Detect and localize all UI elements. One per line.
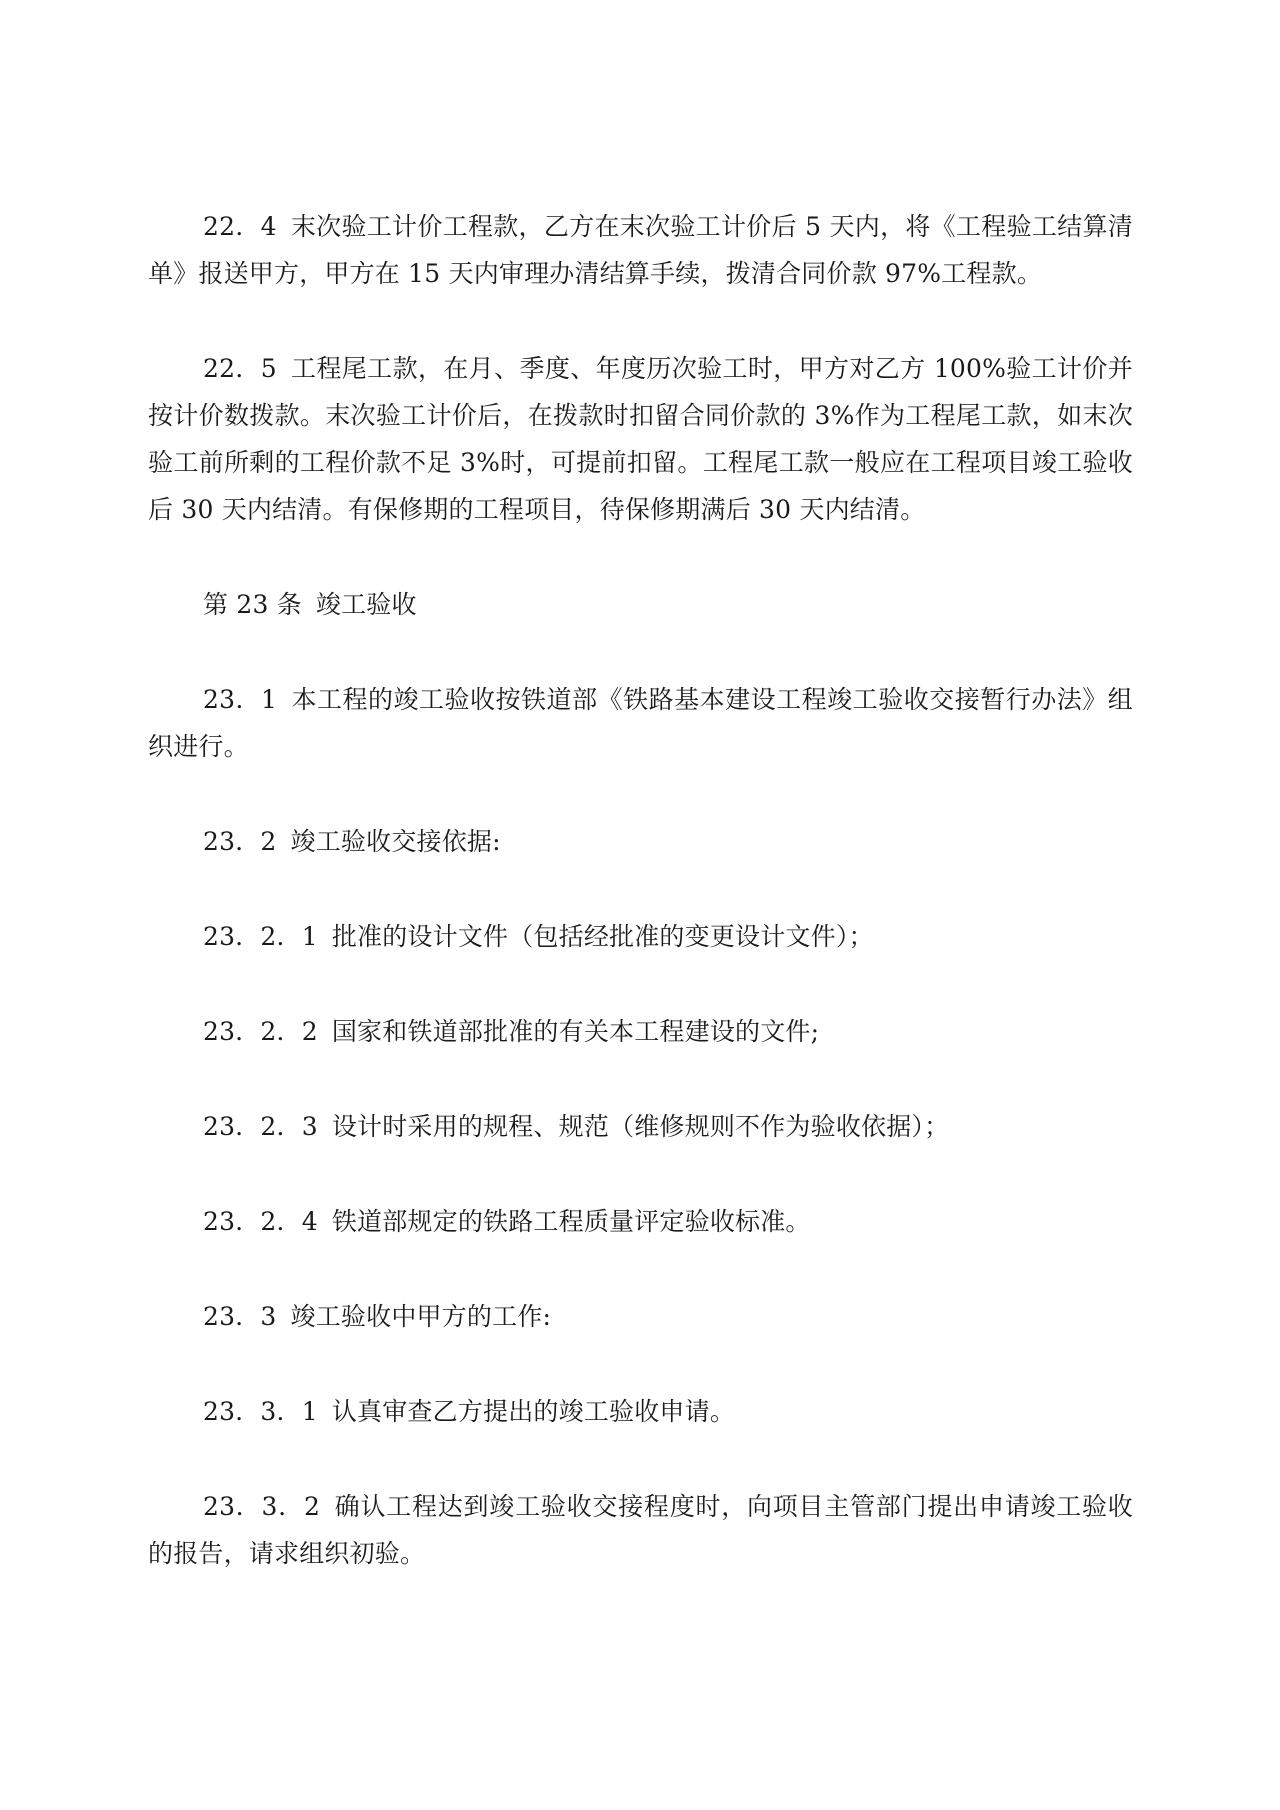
article-23-heading [148,581,1133,628]
clause-text: 末次验工计价工程款，乙方在末次验工计价后 5 天内，将《工程验工结算清单》报送甲方，甲方在 15 天内审理办清结算手续，拨清合同价款 97%工程款。 [148,212,1133,288]
clause-text: 本工程的竣工验收按铁道部《铁路基本建设工程竣工验收交接暂行办法》组织进行。 [148,685,1133,761]
document-body [148,203,1133,1577]
clause-text: 设计时采用的规程、规范（维修规则不作为验收依据）； [331,1112,950,1141]
clause-number: 23．2．3 [203,1112,318,1141]
paragraph-gap [148,865,1133,913]
clause-number: 23．2．2 [203,1017,318,1046]
paragraph-23-2-3 [148,1103,1133,1150]
paragraph-gap [148,297,1133,345]
clause-number: 23．2．1 [203,922,318,951]
clause-number: 23．3．1 [203,1397,318,1426]
paragraph-23-1 [148,676,1133,770]
paragraph-gap [148,1340,1133,1388]
clause-number: 22．5 [203,354,277,383]
paragraph-gap [148,1245,1133,1293]
paragraph-22-5 [148,345,1133,533]
clause-text: 国家和铁道部批准的有关本工程建设的文件; [331,1017,820,1046]
clause-number: 23．3．2 [203,1492,321,1521]
paragraph-gap [148,960,1133,1008]
paragraph-23-2-4 [148,1198,1133,1245]
paragraph-gap [148,770,1133,818]
clause-number: 23．3 [203,1302,277,1331]
paragraph-23-2-1 [148,913,1133,960]
article-number: 第 23 条 [203,590,302,619]
paragraph-gap [148,628,1133,676]
clause-number: 22．4 [203,212,277,241]
clause-text: 竣工验收交接依据: [290,827,501,856]
paragraph-gap [148,1435,1133,1483]
paragraph-23-2-2 [148,1008,1133,1055]
clause-number: 23．1 [203,685,278,714]
clause-text: 确认工程达到竣工验收交接程度时，向项目主管部门提出申请竣工验收的报告，请求组织初验。 [148,1492,1133,1568]
clause-text: 工程尾工款，在月、季度、年度历次验工时，甲方对乙方 100%验工计价并按计价数拨款。末次验工计价后，在拨款时扣留合同价款的 3%作为工程尾工款，如末次验工前所剩的工程价款不足 3%时，可提前扣留。工程尾工款一般应在工程项目竣工验收后 30 天内结清。有保修期的工程项目，待保修期满后 30 天内结清。 [148,354,1133,524]
clause-number: 23．2 [203,827,277,856]
clause-text: 竣工验收中甲方的工作: [290,1302,552,1331]
article-title: 竣工验收 [315,590,417,619]
paragraph-gap [148,1055,1133,1103]
paragraph-gap [148,533,1133,581]
clause-text: 铁道部规定的铁路工程质量评定验收标准。 [331,1207,811,1236]
clause-text: 认真审查乙方提出的竣工验收申请。 [331,1397,736,1426]
paragraph-23-3-2 [148,1483,1133,1577]
clause-number: 23．2．4 [203,1207,318,1236]
paragraph-23-3 [148,1293,1133,1340]
paragraph-gap [148,1150,1133,1198]
paragraph-23-2 [148,818,1133,865]
clause-text: 批准的设计文件（包括经批准的变更设计文件）； [331,922,874,951]
paragraph-23-3-1 [148,1388,1133,1435]
paragraph-22-4 [148,203,1133,297]
